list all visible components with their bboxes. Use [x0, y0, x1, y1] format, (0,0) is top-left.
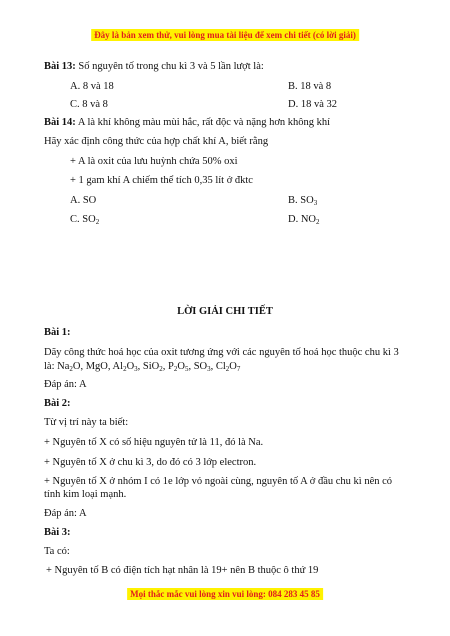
solution-2-answer: Đáp án: A [44, 508, 87, 519]
option-c [70, 213, 99, 226]
question-text: A là khí không màu mùi hắc, rất độc và nặng hơn không khí [75, 117, 331, 128]
preview-banner: Đây là bản xem thử, vui lòng mua tài liệu để xem chi tiết (có lời giải) [91, 29, 359, 41]
solution-2-line2: + Nguyên tố X có số hiệu nguyên tử là 11, đó là Na. [44, 437, 264, 448]
option-d [288, 213, 320, 226]
formula-text: D. NO [288, 214, 316, 225]
solution-3-line2: + Nguyên tố B có điện tích hạt nhân là 19+ nên B thuộc ô thứ 19 [46, 565, 319, 576]
option-b [288, 194, 317, 207]
solution-2-line4: + Nguyên tố X ở nhóm I có 1e lớp vỏ ngoài cùng, nguyên tố A ở đầu chu kì nên có [44, 476, 393, 487]
solution-3-label: Bài 3: [44, 527, 71, 538]
subscript: 2 [316, 218, 320, 226]
question-label: Bài 13: [44, 61, 76, 72]
solution-1-answer: Đáp án: A [44, 379, 87, 390]
option-c: C. 8 và 8 [70, 99, 108, 110]
question-14-line3: + A là oxit của lưu huỳnh chứa 50% oxi [70, 156, 238, 167]
question-text: Số nguyên tố trong chu kì 3 và 5 lần lượt là: [75, 61, 264, 72]
contact-banner: Mọi thắc mắc vui lòng xin vui lòng: 084 283 45 85 [127, 588, 323, 600]
question-label: Bài 14: [44, 117, 76, 128]
subscript: 3 [313, 199, 318, 207]
option-a: A. SO [70, 195, 97, 206]
solution-1-line1: Dãy công thức hoá học của oxit tương ứng với các nguyên tố hoá học thuộc chu kì 3 [44, 347, 399, 358]
formula-text: là: Na [44, 361, 70, 372]
solution-1-label: Bài 1: [44, 327, 71, 338]
formula-text: C. SO [70, 214, 96, 225]
solution-1-formulas: là: $Na_2O$, MgO, $Al_2O_3$, SiO$_2$, $P_2O_5$, $SO_3$, $Cl_2O_7$ [44, 361, 241, 373]
solution-2-line3: + Nguyên tố X ở chu kì 3, do đó có 3 lớp electron. [44, 457, 257, 468]
solution-3-line1: Ta có: [44, 546, 70, 557]
solution-title: LỜI GIẢI CHI TIẾT [177, 306, 273, 317]
solution-2-line5: tính kim loại mạnh. [44, 489, 127, 500]
solution-2-line1: Từ vị trí này ta biết: [44, 417, 129, 428]
option-a: A. 8 và 18 [70, 81, 114, 92]
option-b: B. 18 và 8 [288, 81, 332, 92]
formula-text: B. SO [288, 195, 314, 206]
question-13 [44, 60, 264, 73]
question-14 [44, 116, 330, 129]
subscript: 2 [95, 218, 100, 226]
option-d: D. 18 và 32 [288, 99, 337, 110]
solution-2-label: Bài 2: [44, 398, 71, 409]
question-14-line4: + 1 gam khí A chiếm thể tích 0,35 lít ở đktc [70, 175, 253, 186]
question-14-line2: Hãy xác định công thức của hợp chất khí A, biết rằng [44, 136, 269, 147]
